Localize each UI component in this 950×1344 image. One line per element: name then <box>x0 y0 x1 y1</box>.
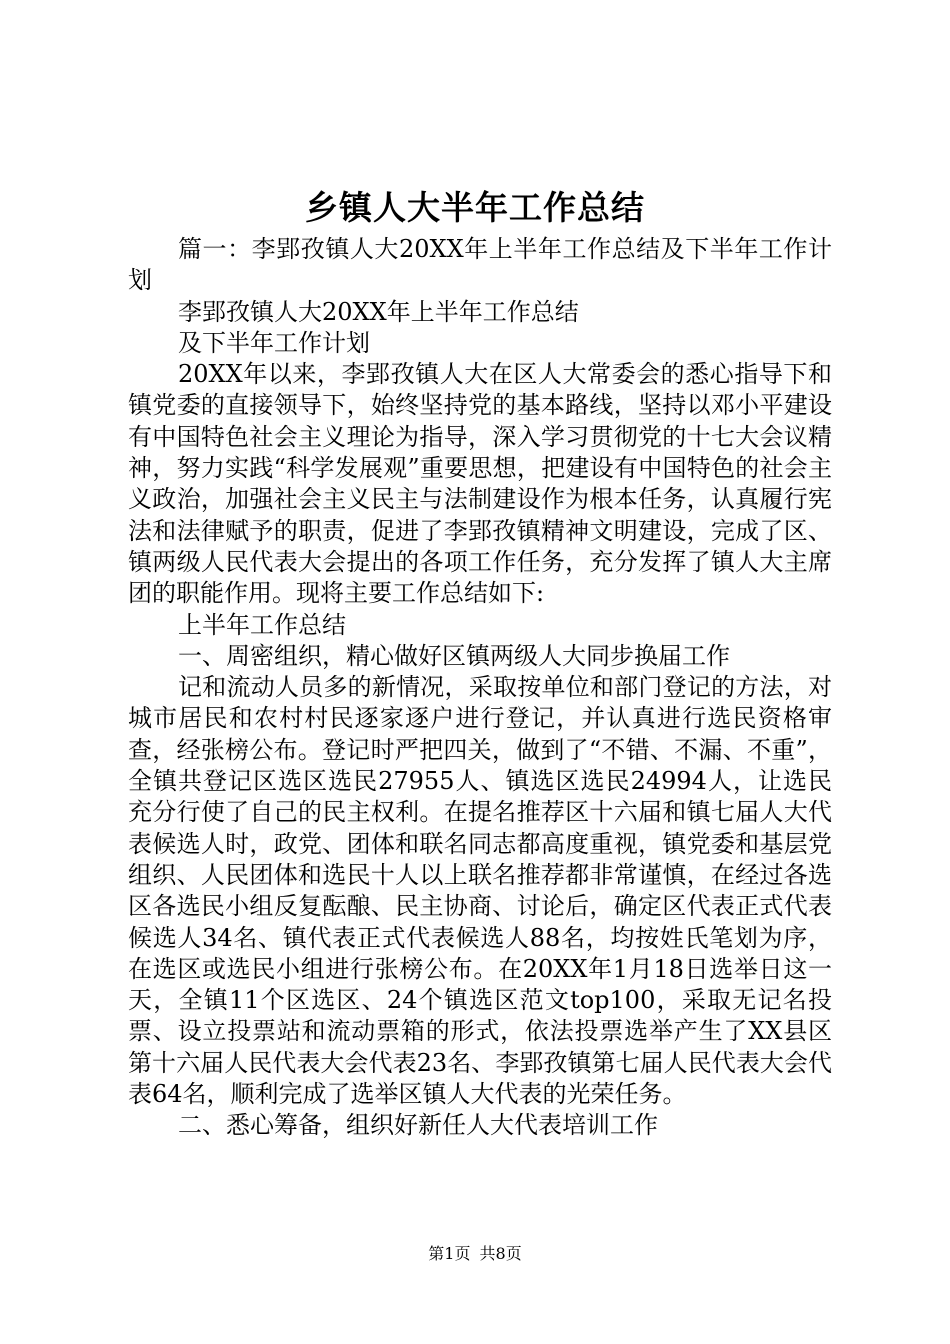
document-title: 乡镇人大半年工作总结 <box>305 188 645 227</box>
paragraph-subtitle-line1: 李郢孜镇人大20XX年上半年工作总结 <box>178 297 579 326</box>
paragraph-part-heading: 篇一：李郢孜镇人大20XX年上半年工作总结及下半年工作计划 <box>128 235 832 295</box>
paragraph-subtitle-line2: 及下半年工作计划 <box>178 328 370 357</box>
paragraph-intro: 20XX年以来，李郢孜镇人大在区人大常委会的悉心指导下和镇党委的直接领导下，始终坚持党的基本路线，坚持以邓小平建设有中国特色社会主义理论为指导，深入学习贯彻党的十七大会议精神，努力实践“科学发展观”重要思想，把建设有中国特色的社会主义政治，加强社会主义民主与法制建设作为根本任务，认真履行宪法和法律赋予的职责，促进了李郢孜镇精神文明建设，完成了区、镇两级人民代表大会提出的各项工作任务，充分发挥了镇人大主席团的职能作用。现将主要工作总结如下: <box>128 360 832 608</box>
paragraph-section-heading: 上半年工作总结 <box>178 610 346 639</box>
paragraph-item-one-body: 记和流动人员多的新情况，采取按单位和部门登记的方法，对城市居民和农村村民逐家逐户进行登记，并认真进行选民资格审查，经张榜公布。登记时严把四关，做到了“不错、不漏、不重”，全镇共登记区选区选民27955人、镇选区选民24994人，让选民充分行使了自己的民主权利。在提名推荐区十六届和镇七届人大代表候选人时，政党、团体和联名同志都高度重视，镇党委和基层党组织、人民团体和选民十人以上联名推荐都非常谨慎，在经过各选区各选民小组反复酝酿、民主协商、讨论后，确定区代表正式代表候选人34名、镇代表正式代表候选人88名，均按姓氏笔划为序，在选区或选民小组进行张榜公布。在20XX年1月18日选举日这一天，全镇11个区选区、24个镇选区范文top100，采取无记名投票、设立投票站和流动票箱的形式，依法投票选举产生了XX县区第十六届人民代表大会代表23名、李郢孜镇第七届人民代表大会代表64名，顺利完成了选举区镇人大代表的光荣任务。 <box>128 673 832 1109</box>
paragraph-item-two-heading: 二、悉心筹备，组织好新任人大代表培训工作 <box>178 1111 658 1140</box>
document-body <box>128 234 832 1142</box>
page-footer: 第1页 共8页 <box>428 1244 522 1263</box>
paragraph-item-one-heading: 一、周密组织，精心做好区镇两级人大同步换届工作 <box>178 641 730 670</box>
